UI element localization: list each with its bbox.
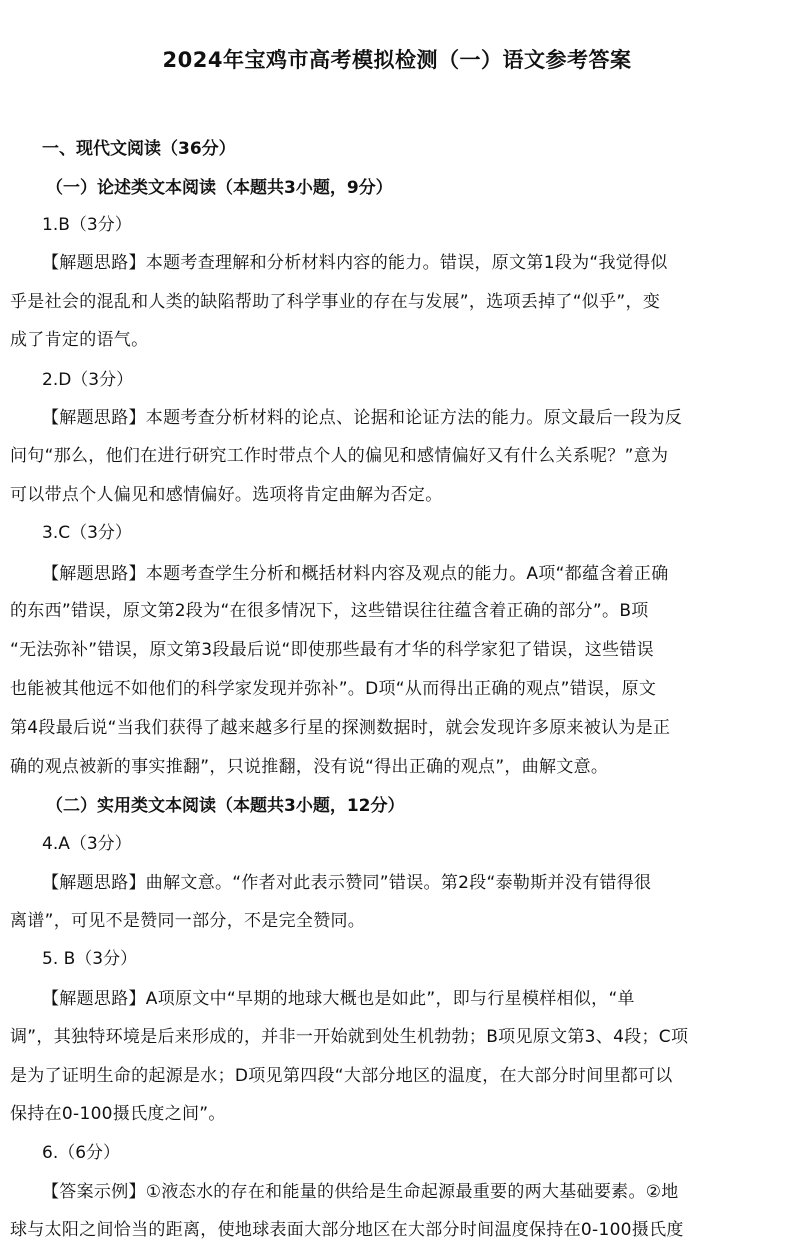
subsection-heading-practical: （二）实用类文本阅读（本题共3小题，12分） bbox=[46, 796, 405, 816]
paragraph-line: 【解题思路】曲解文意。“作者对此表示赞同”错误。第2段“泰勒斯并没有错得很 bbox=[42, 873, 652, 893]
paragraph-line: 【解题思路】本题考查分析材料的论点、论据和论证方法的能力。原文最后一段为反 bbox=[42, 408, 683, 428]
paragraph-line: “无法弥补”错误，原文第3段最后说“即使那些最有才华的科学家犯了错误，这些错误 bbox=[10, 640, 654, 660]
answer-q6: 6.（6分） bbox=[42, 1143, 121, 1163]
subsection-heading-argumentative: （一）论述类文本阅读（本题共3小题，9分） bbox=[46, 178, 393, 198]
paragraph-line: 【解题思路】本题考查学生分析和概括材料内容及观点的能力。A项“都蕴含着正确 bbox=[42, 564, 669, 584]
answer-q2: 2.D（3分） bbox=[42, 370, 134, 390]
paragraph-line: 球与太阳之间恰当的距离，使地球表面大部分地区在大部分时间温度保持在0-100摄氏度 bbox=[10, 1220, 684, 1240]
paragraph-line: 【解题思路】A项原文中“早期的地球大概也是如此”，即与行星模样相似，“单 bbox=[42, 989, 635, 1009]
paragraph-line: 是为了证明生命的起源是水；D项见第四段“大部分地区的温度，在大部分时间里都可以 bbox=[10, 1066, 673, 1086]
paragraph-line: 保持在0-100摄氏度之间”。 bbox=[10, 1104, 226, 1124]
paragraph-line: 乎是社会的混乱和人类的缺陷帮助了科学事业的存在与发展”，选项丢掉了“似乎”，变 bbox=[10, 292, 661, 312]
answer-q1: 1.B（3分） bbox=[42, 215, 132, 235]
answer-q4: 4.A（3分） bbox=[42, 834, 132, 854]
paragraph-line: 【解题思路】本题考查理解和分析材料内容的能力。错误，原文第1段为“我觉得似 bbox=[42, 253, 668, 273]
section-heading-modern-reading: 一、现代文阅读（36分） bbox=[42, 139, 236, 159]
paragraph-line: 成了肯定的语气。 bbox=[10, 330, 149, 350]
paragraph-line: 的东西”错误，原文第2段为“在很多情况下，这些错误往往蕴含着正确的部分”。B项 bbox=[10, 601, 649, 621]
page-title: 2024年宝鸡市高考模拟检测（一）语文参考答案 bbox=[162, 48, 632, 72]
answer-q5: 5. B（3分） bbox=[42, 949, 138, 969]
paragraph-line: 确的观点被新的事实推翻”，只说推翻，没有说“得出正确的观点”，曲解文意。 bbox=[10, 757, 609, 777]
paragraph-line: 可以带点个人偏见和感情偏好。选项将肯定曲解为否定。 bbox=[10, 485, 443, 505]
paragraph-line: 离谱”，可见不是赞同一部分，不是完全赞同。 bbox=[10, 911, 366, 931]
paragraph-line: 第4段最后说“当我们获得了越来越多行星的探测数据时，就会发现许多原来被认为是正 bbox=[10, 718, 671, 738]
answer-q3: 3.C（3分） bbox=[42, 523, 132, 543]
paragraph-line: 【答案示例】①液态水的存在和能量的供给是生命起源最重要的两大基础要素。②地 bbox=[42, 1182, 679, 1202]
paragraph-line: 调”，其独特环境是后来形成的，并非一开始就到处生机勃勃；B项见原文第3、4段；C项 bbox=[10, 1027, 689, 1047]
paragraph-line: 也能被其他远不如他们的科学家发现并弥补”。D项“从而得出正确的观点”错误，原文 bbox=[10, 679, 657, 699]
paragraph-line: 问句“那么，他们在进行研究工作时带点个人的偏见和感情偏好又有什么关系呢？”意为 bbox=[10, 446, 669, 466]
